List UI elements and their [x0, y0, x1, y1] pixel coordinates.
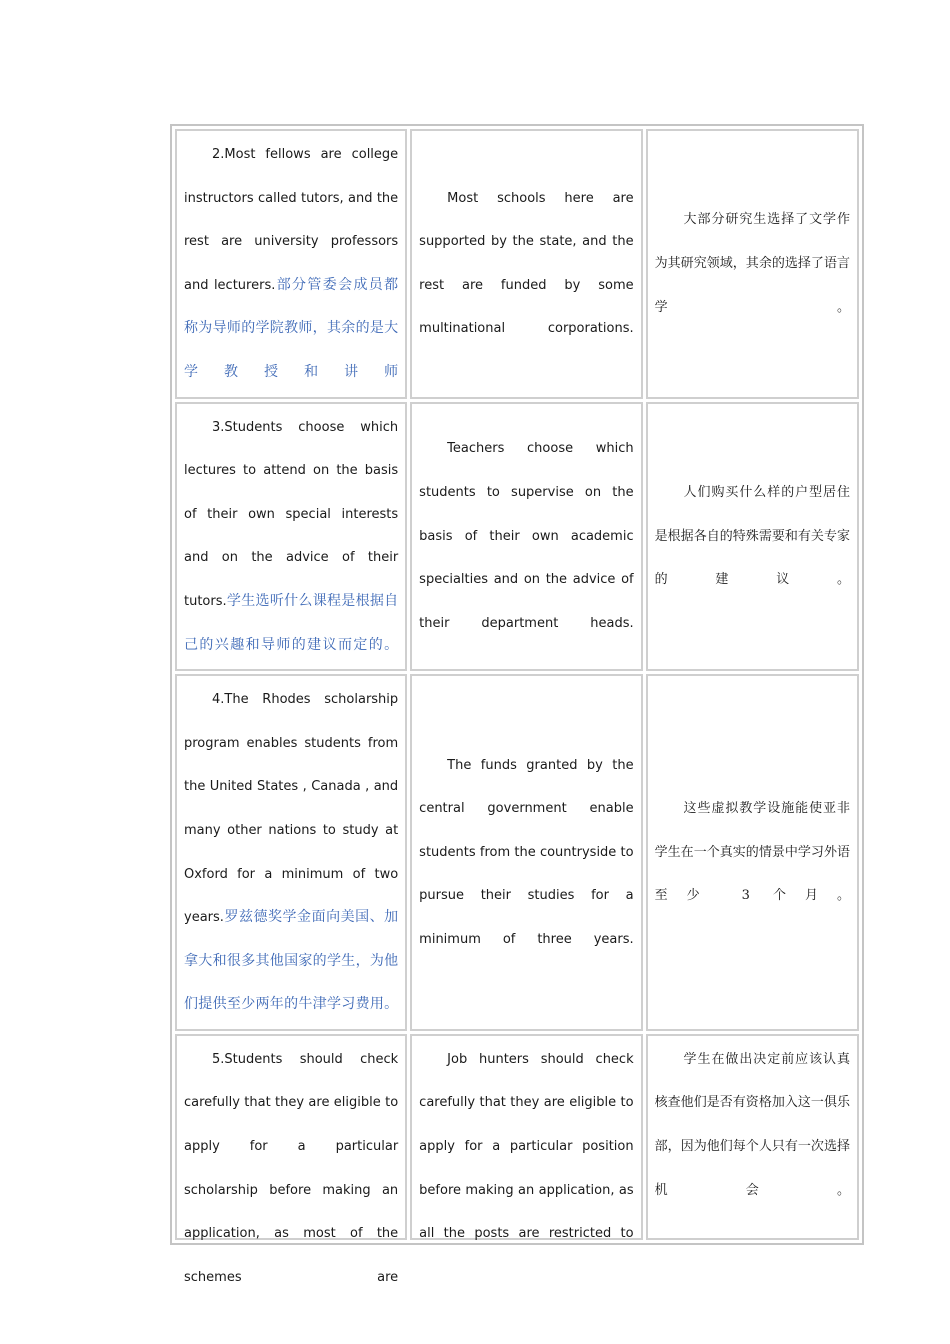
chinese-exercise-sentence: 学生在做出决定前应该认真核查他们是否有资格加入这一俱乐部，因为他们每个人只有一次选择机会。: [654, 1051, 850, 1198]
chinese-translation: 罗兹德奖学金面向美国、加拿大和很多其他国家的学生，为他们提供至少两年的牛津学习费用。: [184, 909, 399, 1013]
chinese-exercise-cell: [646, 1034, 859, 1240]
chinese-exercise-sentence: 这些虚拟教学设施能使亚非学生在一个真实的情景中学习外语至少 3 个月。: [654, 801, 850, 904]
table-row: [175, 402, 859, 672]
english-sentence: 2.Most fellows are college instructors called tutors, and the rest are university professors and lecturers.: [184, 147, 399, 293]
comparison-table: [170, 124, 864, 1285]
english-practice-sentence: Most schools here are supported by the state, and the rest are funded by some multinational corporations.: [419, 190, 634, 337]
chinese-exercise-sentence: 人们购买什么样的户型居住是根据各自的特殊需要和有关专家的建议。: [654, 484, 850, 588]
chinese-exercise-sentence: 大部分研究生选择了文学作为其研究领域，其余的选择了语言学。: [654, 212, 850, 315]
example-sentence-cell: [175, 402, 407, 672]
chinese-exercise-cell: [646, 674, 859, 1031]
english-sentence: 5.Students should check carefully that they are eligible to apply for a particular scholarship before making an application, as most of the schemes are: [184, 1051, 399, 1285]
practice-sentence-cell: [410, 1034, 642, 1240]
chinese-exercise-cell: [646, 129, 859, 399]
english-practice-sentence: Job hunters should check carefully that they are eligible to apply for a particular position before making an application, as all the posts are restricted to: [419, 1051, 634, 1242]
example-sentence-cell: [175, 1034, 407, 1285]
english-sentence: 3.Students choose which lectures to attend on the basis of their own special interests and on the advice of their tutors.: [184, 419, 399, 609]
english-sentence: 4.The Rhodes scholarship program enables students from the United States , Canada , and many other nations to study at Oxford for a minimum of two years.: [184, 692, 399, 926]
table-row: [175, 674, 859, 1031]
example-sentence-cell: [175, 674, 407, 1031]
table-row: [175, 1034, 859, 1240]
table-row: [175, 129, 859, 399]
chinese-exercise-cell: [646, 402, 859, 672]
english-practice-sentence: The funds granted by the central government enable students from the countryside to pursue their studies for a minimum of three years.: [419, 757, 634, 947]
example-sentence-cell: [175, 129, 407, 399]
chinese-translation: 学生选听什么课程是根据自己的兴趣和导师的建议而定的。: [184, 592, 399, 653]
practice-sentence-cell: [410, 129, 642, 399]
chinese-translation: 部分管委会成员都称为导师的学院教师，其余的是大学教授和讲师: [184, 276, 399, 380]
practice-sentence-cell: [410, 402, 642, 672]
practice-sentence-cell: [410, 674, 642, 1031]
english-practice-sentence: Teachers choose which students to supervise on the basis of their own academic specialties and on the advice of their department heads.: [419, 441, 634, 631]
